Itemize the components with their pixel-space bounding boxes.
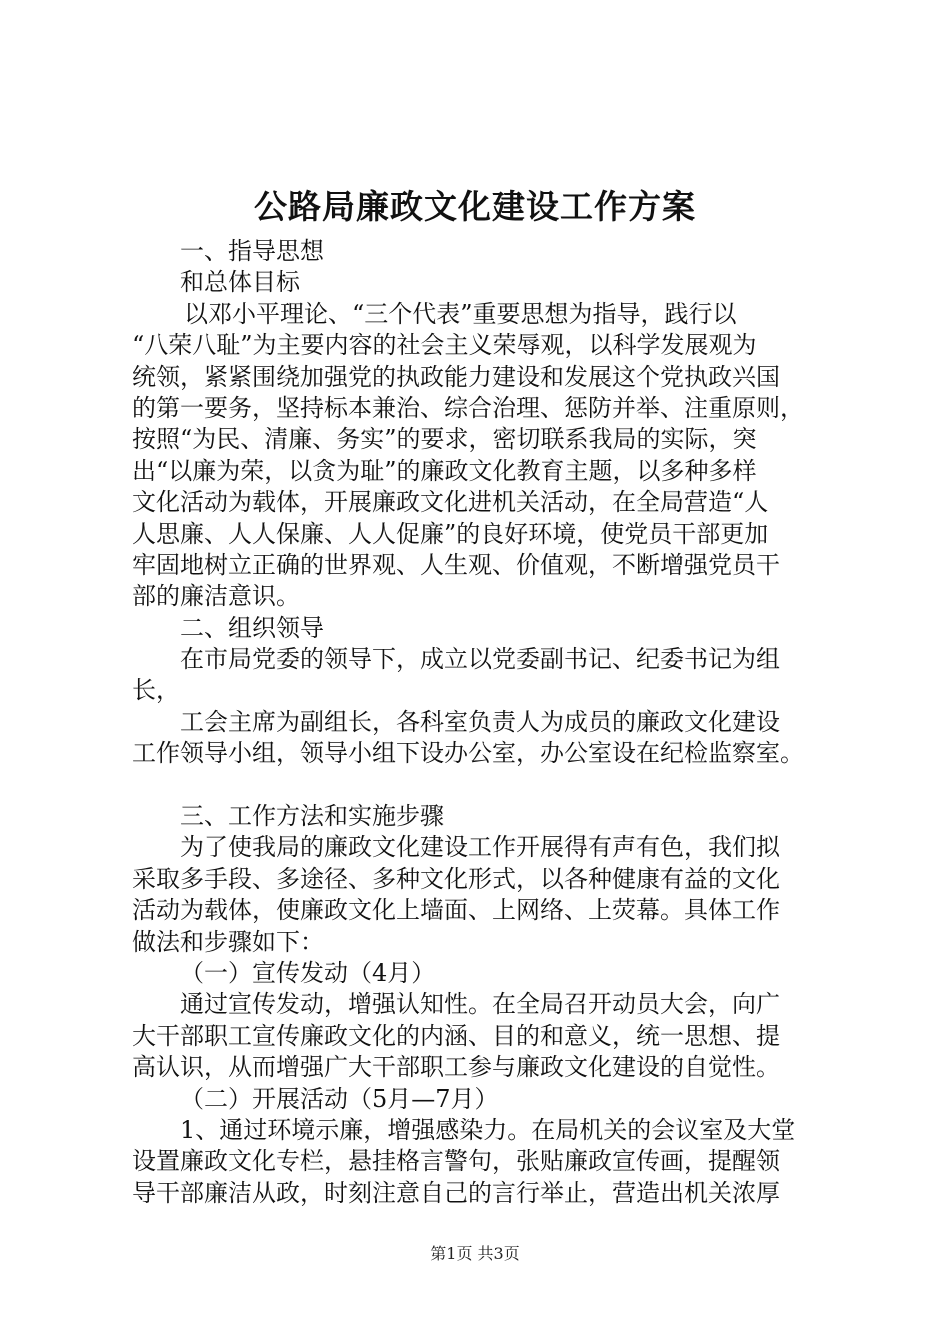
paragraph-line: 导干部廉洁从政，时刻注意自己的言行举止，营造出机关浓厚 <box>132 1178 780 1207</box>
paragraph-line: 文化活动为载体，开展廉政文化进机关活动，在全局营造“人 <box>132 488 769 517</box>
subsection-heading-1: （一）宣传发动（4月） <box>180 958 436 987</box>
section-heading-1-cont: 和总体目标 <box>180 268 300 297</box>
paragraph-line: 牢固地树立正确的世界观、人生观、价值观，不断增强党员干 <box>132 550 780 579</box>
paragraph-line: 采取多手段、多途径、多种文化形式，以各种健康有益的文化 <box>132 864 780 893</box>
paragraph-line: 的第一要务，坚持标本兼治、综合治理、惩防并举、注重原则， <box>132 393 804 422</box>
document-title: 公路局廉政文化建设工作方案 <box>254 187 696 226</box>
paragraph-line: 按照“为民、清廉、务实”的要求，密切联系我局的实际，突 <box>132 425 757 454</box>
blank-line <box>132 770 832 801</box>
paragraph-line: 以邓小平理论、“三个代表”重要思想为指导，践行以 <box>184 299 737 328</box>
section-heading-3: 三、工作方法和实施步骤 <box>180 802 444 831</box>
section-heading-2: 二、组织领导 <box>180 613 324 642</box>
paragraph-line: 1、通过环境示廉，增强感染力。在局机关的会议室及大堂 <box>180 1115 796 1144</box>
document-body <box>132 236 832 1209</box>
paragraph-line: 活动为载体，使廉政文化上墙面、上网络、上荧幕。具体工作 <box>132 896 780 925</box>
paragraph-line: 做法和步骤如下： <box>132 927 324 956</box>
paragraph-line: 大干部职工宣传廉政文化的内涵、目的和意义，统一思想、提 <box>132 1021 780 1050</box>
paragraph-line: 长， <box>132 676 180 705</box>
paragraph-line: 人思廉、人人保廉、人人促廉”的良好环境，使党员干部更加 <box>132 519 769 548</box>
paragraph-line: 为了使我局的廉政文化建设工作开展得有声有色，我们拟 <box>180 833 780 862</box>
paragraph-line: 设置廉政文化专栏，悬挂格言警句，张贴廉政宣传画，提醒领 <box>132 1147 780 1176</box>
paragraph-line: 工作领导小组，领导小组下设办公室，办公室设在纪检监察室。 <box>132 739 804 768</box>
section-heading-1: 一、指导思想 <box>180 237 324 265</box>
paragraph-line: 工会主席为副组长，各科室负责人为成员的廉政文化建设 <box>180 707 780 736</box>
subsection-heading-2: （二）开展活动（5月—7月） <box>180 1084 499 1113</box>
paragraph-line: “八荣八耻”为主要内容的社会主义荣辱观，以科学发展观为 <box>132 331 757 360</box>
paragraph-line: 高认识，从而增强广大干部职工参与廉政文化建设的自觉性。 <box>132 1053 780 1082</box>
paragraph-line: 在市局党委的领导下，成立以党委副书记、纪委书记为组 <box>180 645 780 674</box>
page-number: 第1页 共3页 <box>430 1244 520 1263</box>
paragraph-line: 统领，紧紧围绕加强党的执政能力建设和发展这个党执政兴国 <box>132 362 780 391</box>
paragraph-line: 出“以廉为荣，以贪为耻”的廉政文化教育主题，以多种多样 <box>132 456 757 485</box>
paragraph-line: 部的廉洁意识。 <box>132 582 300 611</box>
paragraph-line: 通过宣传发动，增强认知性。在全局召开动员大会，向广 <box>180 990 780 1019</box>
